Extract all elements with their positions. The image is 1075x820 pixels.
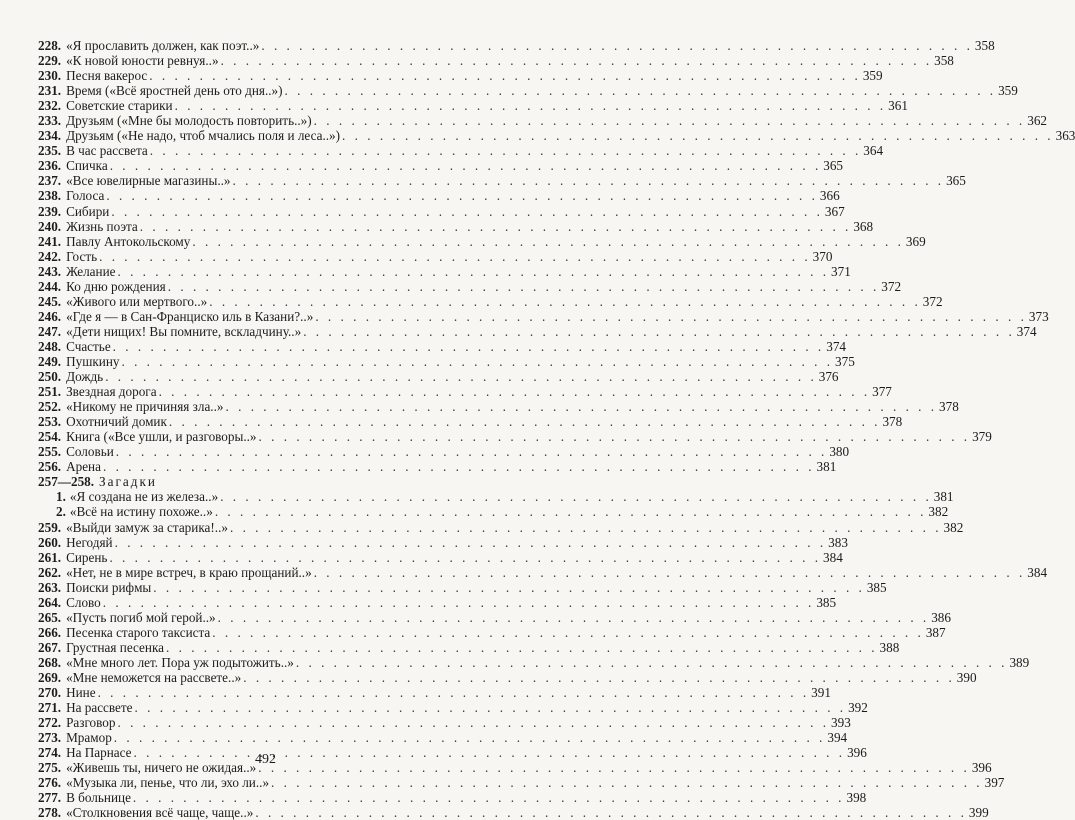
entry-number: 228. [38, 38, 62, 53]
entry-number: 259. [38, 519, 62, 535]
entry-number: 250. [38, 369, 62, 385]
toc-entry [38, 730, 848, 746]
dot-leader [213, 504, 927, 519]
entry-number: 256. [38, 459, 62, 475]
entry-page: 381 [933, 489, 954, 505]
toc-entry [38, 293, 943, 309]
entry-page: 384 [1027, 564, 1048, 580]
entry-number: 238. [38, 188, 62, 204]
entry-title: «Мне неможется на рассвете..» [66, 669, 242, 685]
toc-entry [38, 308, 1049, 324]
page-number: 492 [255, 752, 276, 767]
entry-number: 266. [38, 624, 62, 640]
entry-page: 369 [905, 233, 926, 249]
toc-sub-entry [38, 489, 954, 505]
entry-page: 382 [943, 519, 964, 535]
entry-number: 270. [38, 685, 62, 701]
table-of-contents [38, 38, 1075, 820]
dot-leader [166, 279, 880, 294]
dot-leader [151, 580, 865, 595]
entry-title: Поиски рифмы [66, 579, 152, 595]
entry-page: 397 [984, 775, 1005, 791]
entry-title: Нине [66, 685, 96, 701]
entry-page: 394 [827, 730, 848, 746]
entry-number: 249. [38, 353, 62, 369]
toc-entry [38, 594, 837, 610]
toc-entry [38, 248, 833, 264]
entry-number: 242. [38, 248, 62, 264]
toc-entry [38, 68, 883, 84]
dot-leader [147, 68, 861, 83]
entry-title: В больнице [66, 790, 131, 806]
toc-entry [38, 549, 843, 565]
entry-number: 247. [38, 323, 62, 339]
toc-entry [38, 700, 868, 716]
toc-entry [38, 444, 850, 460]
entry-title: Жизнь поэта [66, 218, 138, 234]
toc-entry [38, 233, 926, 249]
dot-leader [313, 309, 1027, 324]
entry-title: Советские старики [66, 98, 173, 114]
dot-leader [283, 83, 997, 98]
dot-leader [101, 595, 815, 610]
toc-entry [38, 173, 966, 189]
dot-leader [101, 459, 815, 474]
entry-number: 260. [38, 534, 62, 550]
toc-entry [38, 654, 1030, 670]
entry-title: Охотничий домик [66, 414, 167, 430]
dot-leader [269, 775, 983, 790]
entry-number: 1. [56, 489, 66, 505]
toc-entry [38, 669, 977, 685]
entry-number: 261. [38, 549, 62, 565]
toc-entry [38, 53, 954, 69]
dot-leader [218, 489, 932, 504]
entry-page: 359 [862, 68, 883, 84]
toc-entry [38, 113, 1047, 129]
entry-title: «К новой юности ревнуя..» [66, 53, 219, 69]
entry-number: 232. [38, 98, 62, 114]
entry-page: 389 [1009, 654, 1030, 670]
dot-leader [104, 188, 818, 203]
entry-page: 386 [931, 609, 951, 625]
entry-title: «Дети нищих! Вы помните, вскладчину..» [66, 323, 302, 339]
entry-title: Мрамор [66, 730, 112, 746]
dot-leader [253, 805, 967, 820]
entry-page: 365 [823, 158, 844, 174]
entry-title: «Музыка ли, пенье, что ли, эхо ли..» [66, 775, 270, 791]
dot-leader [167, 414, 881, 429]
entry-title: Слово [66, 594, 101, 610]
entry-number: 240. [38, 218, 62, 234]
entry-title: Песенка старого таксиста [66, 624, 211, 640]
entry-number: 233. [38, 113, 62, 129]
entry-page: 363 [1055, 128, 1075, 144]
entry-title: Пушкину [66, 353, 120, 369]
entry-title: «Никому не причиняя зла..» [66, 399, 224, 415]
entry-number: 269. [38, 669, 62, 685]
entry-page: 396 [847, 745, 867, 761]
entry-title: На Парнасе [66, 745, 132, 761]
entry-number: 265. [38, 609, 62, 625]
entry-page: 361 [888, 98, 908, 114]
toc-entry [38, 624, 946, 640]
dot-leader [157, 384, 871, 399]
entry-page: 368 [853, 218, 874, 234]
entry-title: Арена [66, 459, 101, 475]
entry-page: 364 [863, 143, 884, 159]
dot-leader [131, 790, 845, 805]
toc-entry [38, 715, 851, 731]
entry-title: Ко дню рождения [66, 278, 166, 294]
entry-title: Звездная дорога [66, 384, 157, 400]
entry-page: 375 [835, 353, 855, 369]
entry-title: «Живого или мертвого..» [66, 293, 208, 309]
dot-leader [173, 98, 887, 113]
toc-entry [38, 369, 839, 385]
entry-number: 237. [38, 173, 62, 189]
entry-number: 239. [38, 203, 62, 219]
dot-leader [164, 640, 878, 655]
dot-leader [114, 444, 828, 459]
entry-title: Павлу Антокольскому [66, 233, 191, 249]
entry-page: 383 [828, 534, 848, 550]
entry-number: 276. [38, 775, 62, 791]
entry-page: 380 [829, 444, 850, 460]
entry-number: 246. [38, 308, 62, 324]
dot-leader [216, 610, 930, 625]
toc-entry [38, 38, 995, 53]
entry-number: 272. [38, 715, 62, 731]
entry-page: 362 [1027, 113, 1047, 129]
entry-number: 264. [38, 594, 62, 610]
entry-page: 384 [823, 549, 843, 565]
entry-number: 244. [38, 278, 62, 294]
toc-entry [38, 805, 989, 820]
entry-page: 367 [824, 203, 845, 219]
entry-number: 2. [56, 504, 66, 520]
dot-leader [294, 655, 1008, 670]
toc-entry [38, 338, 846, 354]
entry-number: 273. [38, 730, 62, 746]
entry-title: «Я создана не из железа..» [69, 489, 219, 505]
entry-number: 229. [38, 53, 62, 69]
entry-page: 393 [831, 715, 851, 731]
entry-title: На рассвете [66, 700, 133, 716]
entry-number: 234. [38, 128, 62, 144]
dot-leader [228, 520, 942, 535]
entry-title: Спичка [66, 158, 108, 174]
toc-entry [38, 83, 1018, 99]
entry-title: Книга («Все ушли, и разговоры..» [66, 429, 257, 445]
dot-leader [96, 685, 810, 700]
entry-page: 374 [826, 338, 846, 354]
entry-page: 399 [968, 805, 989, 820]
dot-leader [133, 700, 847, 715]
entry-page: 385 [816, 594, 837, 610]
dot-leader [231, 173, 945, 188]
entry-number: 274. [38, 745, 62, 761]
entry-title: «Где я — в Сан-Франциско иль в Казани?..» [66, 308, 314, 324]
dot-leader [148, 143, 862, 158]
entry-page: 390 [956, 669, 977, 685]
toc-entry [38, 158, 844, 174]
dot-leader [119, 354, 833, 369]
toc-entry [38, 188, 840, 204]
entry-number: 262. [38, 564, 62, 580]
entry-number: 271. [38, 700, 62, 716]
entry-page: 372 [922, 293, 943, 309]
toc-entry [38, 775, 1005, 791]
entry-title: «Живешь ты, ничего не ожидая..» [66, 760, 257, 776]
entry-page: 385 [866, 579, 887, 595]
toc-entry [38, 143, 884, 159]
entry-title: Голоса [66, 188, 105, 204]
dot-leader [138, 219, 852, 234]
dot-leader [241, 670, 955, 685]
entry-number: 252. [38, 399, 62, 415]
entry-page: 358 [974, 38, 995, 53]
entry-page: 376 [818, 369, 839, 385]
entry-page: 381 [816, 459, 837, 475]
entry-title: Время («Всё яростней день ото дня..») [66, 83, 283, 99]
entry-title: Соловьи [66, 444, 114, 460]
entry-title: Грустная песенка [66, 639, 164, 655]
entry-title: «Нет, не в мире встреч, в краю прощаний..» [66, 564, 312, 580]
entry-page: 365 [946, 173, 966, 189]
dot-leader [115, 264, 829, 279]
entry-title: В час рассвета [66, 143, 148, 159]
entry-number: 254. [38, 429, 62, 445]
toc-entry [38, 519, 964, 535]
entry-title: Песня вакерос [66, 68, 148, 84]
dot-leader [112, 730, 826, 745]
dot-leader [109, 204, 823, 219]
entry-number: 277. [38, 790, 62, 806]
toc-entry [38, 685, 831, 701]
dot-leader [113, 535, 827, 550]
entry-page: 392 [848, 700, 868, 716]
entry-number: 245. [38, 293, 62, 309]
dot-leader [224, 399, 938, 414]
dot-leader [219, 53, 933, 68]
entry-number: 267. [38, 639, 62, 655]
entry-number: 248. [38, 338, 62, 354]
entry-page: 398 [846, 790, 867, 806]
entry-title: Сибири [66, 203, 110, 219]
entry-title: Желание [66, 263, 116, 279]
entry-number: 231. [38, 83, 62, 99]
dot-leader [115, 715, 829, 730]
toc-entry [38, 579, 887, 595]
dot-leader [259, 38, 973, 53]
toc-entry [38, 414, 903, 430]
toc-entry [38, 98, 908, 114]
entry-page: 379 [972, 429, 992, 445]
entry-page: 378 [939, 399, 959, 415]
entry-number: 241. [38, 233, 62, 249]
entry-page: 396 [971, 760, 992, 776]
toc-entry [38, 353, 855, 369]
entry-title: «Я прославить должен, как поэт..» [66, 38, 260, 53]
toc-entry [38, 399, 959, 415]
toc-entry [38, 534, 848, 550]
toc-entry [38, 323, 1037, 339]
toc-entry [38, 384, 892, 400]
entry-number: 255. [38, 444, 62, 460]
entry-page: 372 [881, 278, 902, 294]
entry-title: «Мне много лет. Пора уж подытожить..» [66, 654, 294, 670]
toc-entry [38, 459, 837, 475]
entry-page: 391 [811, 685, 831, 701]
toc-sub-entry [38, 504, 949, 520]
dot-leader [111, 339, 825, 354]
entry-number: 243. [38, 263, 62, 279]
toc-entry [38, 564, 1048, 580]
dot-leader [312, 113, 1026, 128]
entry-page: 358 [934, 53, 954, 69]
entry-title: Друзьям («Мне бы молодость повторить..») [66, 113, 312, 129]
entry-page: 371 [831, 263, 851, 279]
entry-number: 257—258. [38, 474, 95, 490]
entry-number: 275. [38, 760, 62, 776]
entry-title: Счастье [66, 338, 111, 354]
entry-number: 253. [38, 414, 62, 430]
toc-entry [38, 429, 992, 445]
entry-title: Дождь [66, 369, 104, 385]
toc-entry [38, 218, 874, 234]
dot-leader [207, 294, 921, 309]
entry-page: 373 [1028, 308, 1049, 324]
dot-leader [312, 565, 1026, 580]
entry-page: 378 [882, 414, 903, 430]
dot-leader [257, 429, 971, 444]
entry-page: 359 [998, 83, 1018, 99]
entry-title: Сирень [66, 549, 108, 565]
toc-entry [38, 278, 902, 294]
dot-leader [210, 625, 924, 640]
toc-entry [38, 263, 851, 279]
entry-title: Друзьям («Не надо, чтоб мчались поля и леса..») [66, 128, 341, 144]
entry-title: «Пусть погиб мой герой..» [66, 609, 216, 625]
toc-section-heading [38, 474, 498, 489]
toc-entry [38, 609, 951, 625]
entry-page: 366 [819, 188, 840, 204]
entry-page: 382 [928, 504, 949, 520]
entry-page: 387 [925, 624, 946, 640]
entry-number: 251. [38, 384, 62, 400]
entry-number: 230. [38, 68, 62, 84]
toc-entry [38, 128, 1075, 144]
entry-page: 370 [812, 248, 833, 264]
toc-entry [38, 790, 867, 806]
dot-leader [190, 234, 904, 249]
dot-leader [107, 550, 821, 565]
entry-page: 377 [872, 384, 892, 400]
toc-entry [38, 203, 845, 219]
entry-title: Разговор [66, 715, 116, 731]
entry-page: 374 [1016, 323, 1037, 339]
entry-title: «Столкновения всё чаще, чаще..» [66, 805, 254, 820]
entry-number: 268. [38, 654, 62, 670]
entry-number: 263. [38, 579, 62, 595]
dot-leader [340, 128, 1054, 143]
entry-number: 235. [38, 143, 62, 159]
entry-title: Негодяй [66, 534, 113, 550]
dot-leader [103, 369, 817, 384]
entry-title: «Все ювелирные магазины..» [66, 173, 231, 189]
entry-page: 388 [879, 639, 900, 655]
entry-number: 236. [38, 158, 62, 174]
entry-title: Загадки [99, 474, 157, 490]
entry-number: 278. [38, 805, 62, 820]
entry-title: «Выйди замуж за старика!..» [66, 519, 228, 535]
entry-title: «Всё на истину похоже..» [69, 504, 213, 520]
entry-title: Гость [66, 248, 98, 264]
dot-leader [97, 249, 811, 264]
dot-leader [108, 158, 822, 173]
toc-entry [38, 639, 900, 655]
dot-leader [301, 324, 1015, 339]
